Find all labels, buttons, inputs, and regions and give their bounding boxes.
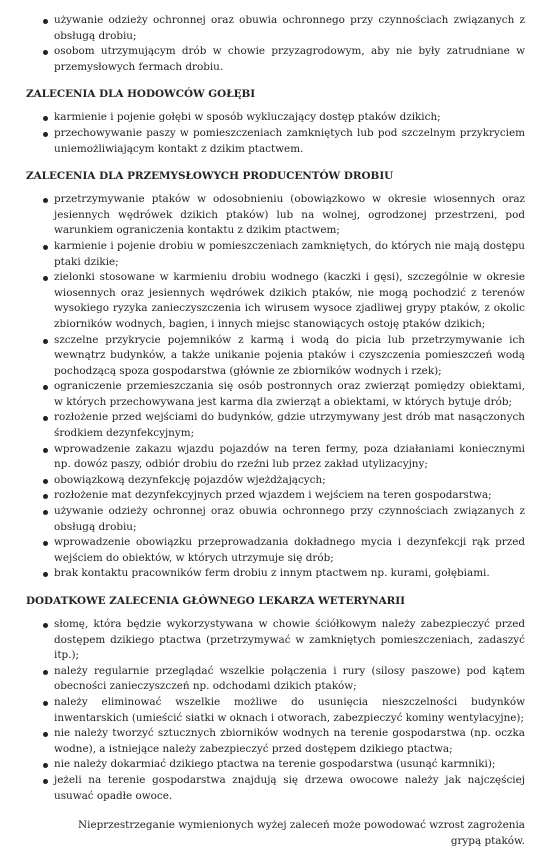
list-item: słomę, która będzie wykorzystywana w chowie ściółkowym należy zabezpieczyć przed dostępem dzikiego ptactwa (przetrzymywać w zamkniętych pomieszczeniach, zadaszyć itp.); bbox=[54, 617, 525, 664]
section-heading-chief-veterinarian: DODATKOWE ZALECENIA GŁÓWNEGO LEKARZA WETERYNARII bbox=[26, 595, 406, 607]
list-item: używanie odzieży ochronnej oraz obuwia ochronnego przy czynnościach związanych z obsługą drobiu; bbox=[54, 504, 525, 535]
list-item: rozłożenie przed wejściami do budynków, gdzie utrzymywany jest drób mat nasączonych środkiem dezynfekcyjnym; bbox=[54, 410, 525, 441]
list-item: należy eliminować wszelkie możliwe do usunięcia nieszczelności budynków inwentarskich (umieścić siatki w oknach i otworach, zabezpieczyć kominy wentylacyjne); bbox=[54, 695, 525, 726]
pigeon-breeders-list bbox=[26, 110, 525, 157]
list-item: rozłożenie mat dezynfekcyjnych przed wjazdem i wejściem na teren gospodarstwa; bbox=[54, 488, 525, 504]
list-item: przechowywanie paszy w pomieszczeniach zamkniętych lub pod szczelnym przykryciem uniemożliwiającym kontakt z dzikim ptactwem. bbox=[54, 126, 525, 157]
list-item: karmienie i pojenie drobiu w pomieszczeniach zamkniętych, do których nie mają dostępu ptaki dzikie; bbox=[54, 239, 525, 270]
list-item: szczelne przykrycie pojemników z karmą i wodą do picia lub przetrzymywanie ich wewnątrz budynków, a także unikanie pojenia ptaków i czyszczenia pomieszczeń wodą pochodzącą spoza gospodarstwa (głównie ze zbiorników wodnych i rzek); bbox=[54, 333, 525, 380]
list-item: karmienie i pojenie gołębi w sposób wykluczający dostęp ptaków dzikich; bbox=[54, 110, 525, 126]
closing-paragraph: Nieprzestrzeganie wymienionych wyżej zaleceń może powodować wzrost zagrożenia grypą ptaków. bbox=[78, 819, 525, 847]
list-item: obowiązkową dezynfekcję pojazdów wjeżdżających; bbox=[54, 473, 525, 489]
list-item: ograniczenie przemieszczania się osób postronnych oraz zwierząt pomiędzy obiektami, w których przechowywana jest karma dla zwierząt a obiektami, w których bytuje drób; bbox=[54, 379, 525, 410]
section-heading-pigeon-breeders: ZALECENIA DLA HODOWCÓW GOŁĘBI bbox=[26, 88, 256, 101]
list-item: osobom utrzymującym drób w chowie przyzagrodowym, aby nie były zatrudniane w przemysłowych fermach drobiu. bbox=[54, 44, 525, 75]
intro-list bbox=[26, 13, 525, 75]
list-item: używanie odzieży ochronnej oraz obuwia ochronnego przy czynnościach związanych z obsługą drobiu; bbox=[54, 13, 525, 44]
list-item: wprowadzenie obowiązku przeprowadzania dokładnego mycia i dezynfekcji rąk przed wejściem do obiektów, w których utrzymuje się drób; bbox=[54, 535, 525, 566]
poultry-producers-list bbox=[26, 192, 525, 582]
list-item: wprowadzenie zakazu wjazdu pojazdów na teren fermy, poza działaniami koniecznymi np. dowóz paszy, odbiór drobiu do rzeźni lub przez zakład utylizacyjny; bbox=[54, 442, 525, 473]
list-item: należy regularnie przeglądać wszelkie połączenia i rury (silosy paszowe) pod kątem obecności zanieczyszczeń np. odchodami dzikich ptaków; bbox=[54, 664, 525, 695]
list-item: jeżeli na terenie gospodarstwa znajdują się drzewa owocowe należy jak najczęściej usuwać opadłe owoce. bbox=[54, 773, 525, 804]
list-item: przetrzymywanie ptaków w odosobnieniu (obowiązkowo w okresie wiosennych oraz jesiennych wędrówek dzikich ptaków) lub na wolnej, ogrodzonej przestrzeni, pod warunkiem ograniczenia kontaktu z dzikim ptactwem; bbox=[54, 192, 525, 239]
chief-veterinarian-list bbox=[26, 617, 525, 804]
list-item: zielonki stosowane w karmieniu drobiu wodnego (kaczki i gęsi), szczególnie w okresie wiosennych oraz jesiennych wędrówek dzikich ptaków, nie mogą pochodzić z terenów wysokiego ryzyka zanieczyszczenia ich wirusem wysoce zjadliwej grypy ptaków, z okolic zbiorników wodnych, bagien, i innych miejsc stanowiących ostoję ptaków dzikich; bbox=[54, 270, 525, 332]
list-item: nie należy tworzyć sztucznych zbiorników wodnych na terenie gospodarstwa (np. oczka wodne), a istniejące należy zabezpieczyć przed dostępem dzikiego ptactwa; bbox=[54, 726, 525, 757]
list-item: nie należy dokarmiać dzikiego ptactwa na terenie gospodarstwa (usunąć karmniki); bbox=[54, 757, 525, 773]
list-item: brak kontaktu pracowników ferm drobiu z innym ptactwem np. kurami, gołębiami. bbox=[54, 566, 525, 582]
section-heading-poultry-producers: ZALECENIA DLA PRZEMYSŁOWYCH PRODUCENTÓW DROBIU bbox=[26, 170, 394, 183]
